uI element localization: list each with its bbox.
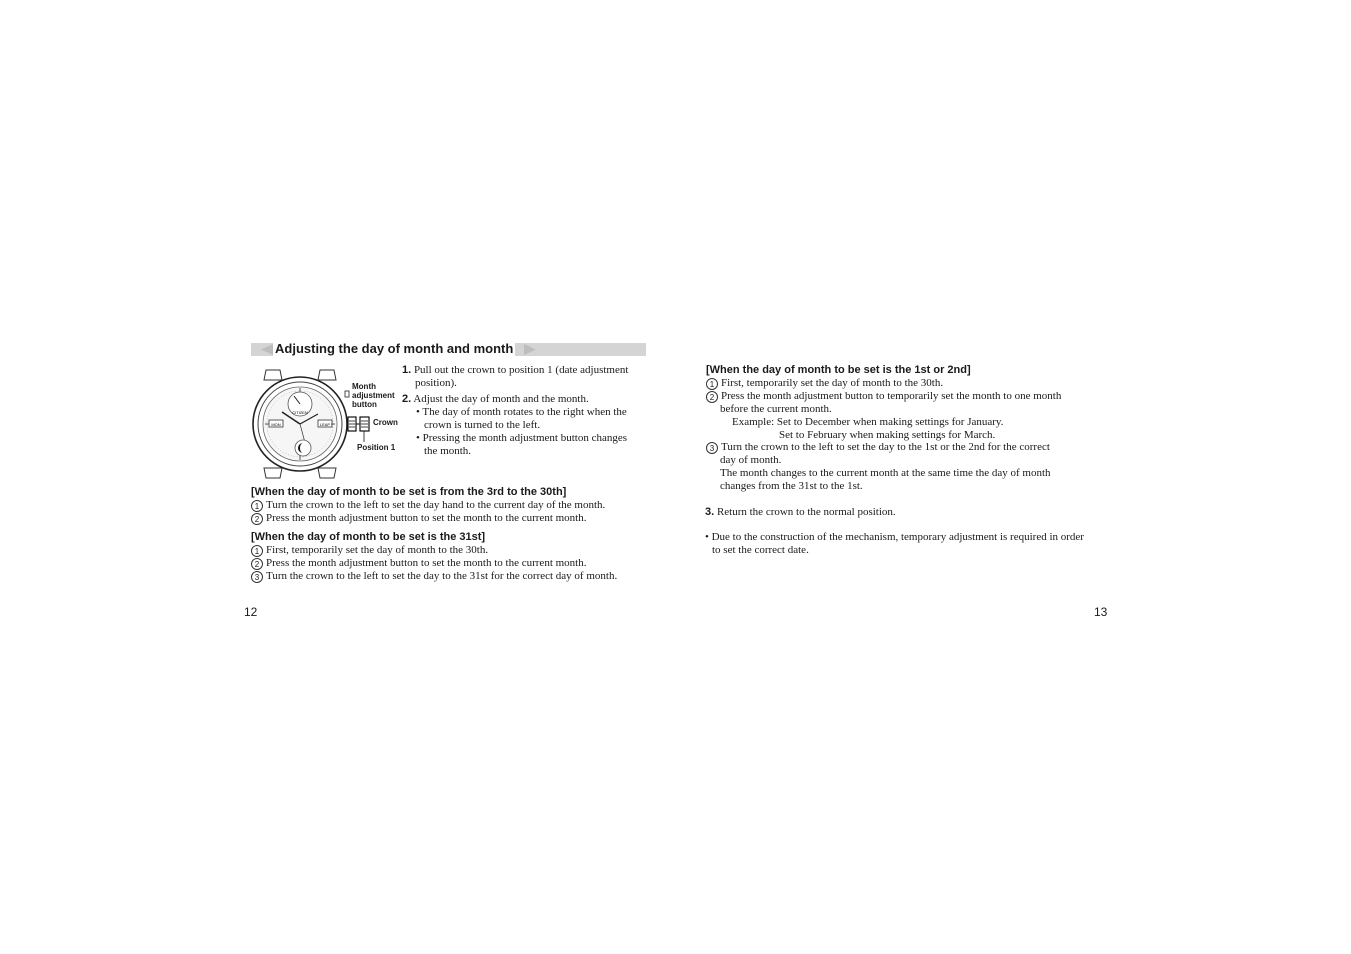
position-label: Position 1 [357,443,396,452]
watch-figure [252,368,402,480]
subheading-3rd-30th: [When the day of month to be set is from the 3rd to the 30th] [251,486,567,498]
list-item-cont: changes from the 31st to the 1st. [720,480,863,492]
page-number-left: 12 [244,605,258,619]
list-item-cont: before the current month. [720,403,832,415]
step-1-cont: position). [415,377,457,389]
note-line-1: • Due to the construction of the mechanism, temporary adjustment is required in order [705,531,1084,543]
example-line-1: Example: Set to December when making settings for January. [732,416,1004,428]
dial-brand: CITIZEN [292,410,308,415]
step-2-bullet-1-cont: crown is turned to the left. [424,419,541,431]
list-item: 2 Press the month adjustment button to set the month to the current month. [251,512,587,525]
subheading-31st: [When the day of month to be set is the 31st] [251,531,486,543]
list-item: 3 Turn the crown to the left to set the day to the 31st for the correct day of month. [251,570,617,583]
list-item: 2 Press the month adjustment button to set the month to the current month. [251,557,587,570]
list-item: 3 Turn the crown to the left to set the day to the 1st or the 2nd for the correct [706,441,1050,454]
month-button-label: Month adjustment button [352,382,395,409]
step-2-bullet-1: • The day of month rotates to the right when the [416,406,627,418]
step-2: 2. Adjust the day of month and the month. [402,393,589,405]
dial-window-right: LEAP [319,422,331,427]
note-line-2: to set the correct date. [712,544,809,556]
step-3: 3. Return the crown to the normal position. [705,506,896,518]
list-item: 1 First, temporarily set the day of month to the 30th. [706,377,943,390]
crown-label: Crown [373,418,398,427]
dial-window-left: MON [271,422,281,427]
list-item: 2 Press the month adjustment button to temporarily set the month to one month [706,390,1061,403]
chevron-left-icon [259,344,273,355]
list-item-cont: The month changes to the current month at the same time the day of month [720,467,1051,479]
section-title: Adjusting the day of month and month [275,341,514,356]
list-item-cont: day of month. [720,454,782,466]
subheading-1st-2nd: [When the day of month to be set is the 1st or 2nd] [706,364,971,376]
step-2-bullet-2: • Pressing the month adjustment button changes [416,432,627,444]
chevron-right-icon [524,344,538,355]
page-number-right: 13 [1094,605,1108,619]
example-line-2: Set to February when making settings for March. [779,429,996,441]
list-item: 1 Turn the crown to the left to set the day hand to the current day of the month. [251,499,605,512]
list-item: 1 First, temporarily set the day of month to the 30th. [251,544,488,557]
step-2-bullet-2-cont: the month. [424,445,472,457]
step-1: 1. Pull out the crown to position 1 (date adjustment [402,364,629,376]
